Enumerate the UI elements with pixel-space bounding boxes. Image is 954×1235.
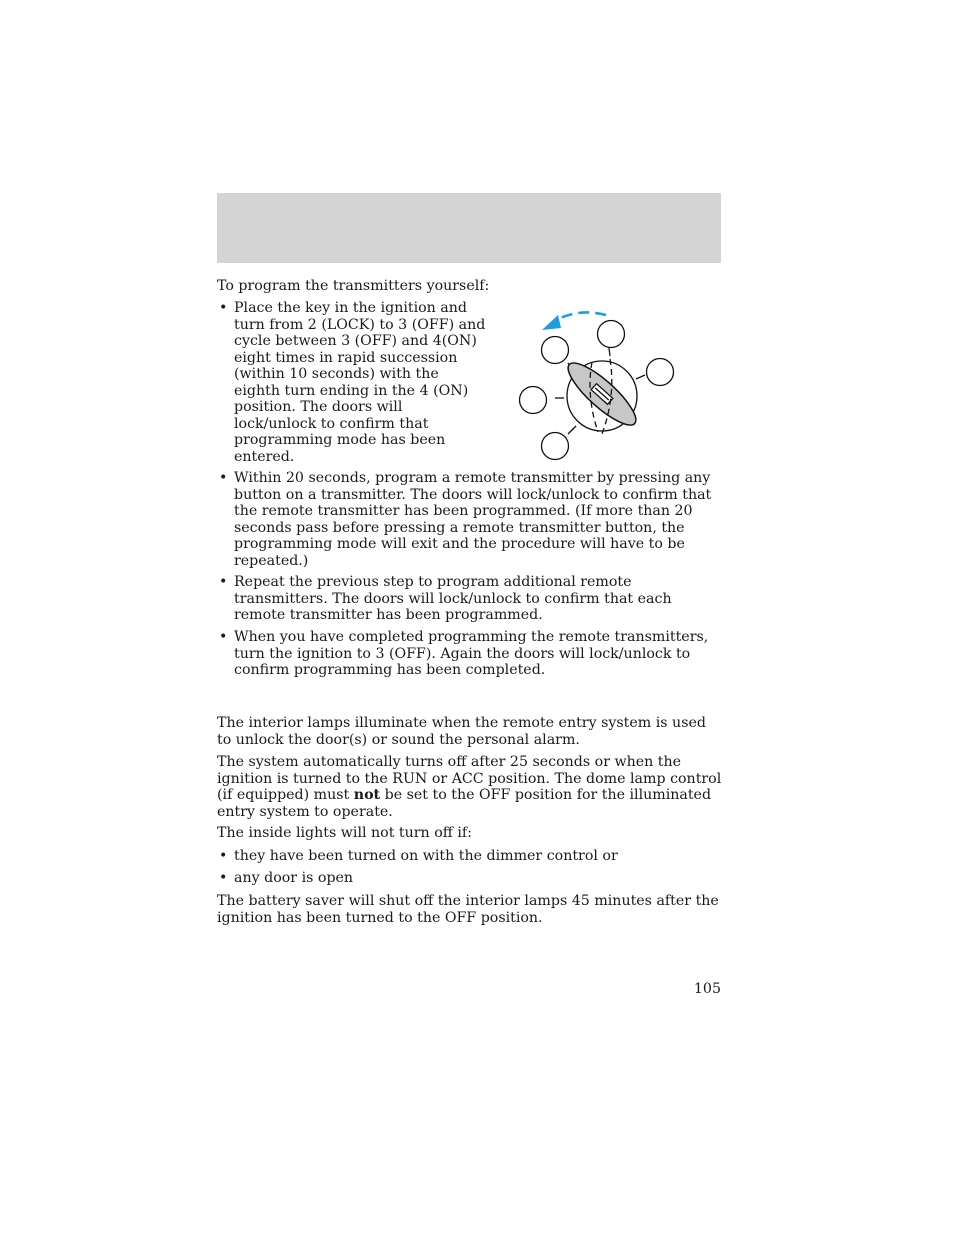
bullet-item-2 — [217, 470, 722, 569]
bullet-dot: • — [219, 470, 228, 486]
ignition-diagram — [512, 304, 682, 464]
bullet-lights-2-text: any door is open — [234, 870, 354, 886]
rotation-arrow — [556, 312, 606, 320]
position-circle-5 — [542, 433, 569, 460]
bullet-dot: • — [219, 300, 228, 316]
paragraph-auto-off-part2: be set to the OFF position for the illuminated entry system to operate. — [217, 787, 712, 820]
intro-text: To program the transmitters yourself: — [217, 278, 490, 294]
position-circle-1 — [598, 321, 625, 348]
position-circle-2 — [542, 337, 569, 364]
paragraph-inside-lights: The inside lights will not turn off if: — [217, 825, 472, 841]
bullet-item-3-text: Repeat the previous step to program additional remote transmitters. The doors will lock/unlock to confirm that each remote transmitter has been programmed. — [234, 574, 672, 623]
paragraph-battery-saver: The battery saver will shut off the interior lamps 45 minutes after the ignition has been turned to the OFF position. — [217, 893, 719, 926]
bullet-dot: • — [219, 629, 228, 645]
bullet-item-1-text: Place the key in the ignition and turn from 2 (LOCK) to 3 (OFF) and cycle between 3 (OFF) and 4(ON) eight times in rapid succession (within 10 seconds) with the eighth turn ending in the 4 (ON) position. The doors will lock/unlock to confirm that programming mode has been entered. — [234, 300, 486, 465]
bullet-item-3 — [217, 574, 722, 624]
bullet-item-4-text: When you have completed programming the remote transmitters, turn the ignition to 3 (OFF). Again the doors will lock/unlock to confirm programming has been completed. — [234, 629, 709, 678]
bullet-dot: • — [219, 848, 228, 864]
position-circle-3 — [520, 387, 547, 414]
bullet-lights-2 — [217, 870, 722, 887]
paragraph-illuminated-entry: The interior lamps illuminate when the remote entry system is used to unlock the door(s) or sound the personal alarm. — [217, 715, 706, 748]
section-header-band — [217, 193, 721, 263]
bullet-lights-1-text: they have been turned on with the dimmer control or — [234, 848, 618, 864]
bullet-item-4 — [217, 629, 722, 679]
bullet-lights-1 — [217, 848, 722, 865]
position-circle-4 — [647, 359, 674, 386]
bullet-item-2-text: Within 20 seconds, program a remote transmitter by pressing any button on a transmitter. The doors will lock/unlock to confirm that the remote transmitter has been programmed. (If more than 20 seconds pass before pressing a remote transmitter button, the programming mode will exit and the procedure will have to be repeated.) — [234, 470, 712, 569]
rotation-arrow-head — [542, 315, 561, 330]
paragraph-auto-off — [217, 754, 722, 820]
bullet-dot: • — [219, 870, 228, 886]
page-number: 105 — [693, 981, 721, 997]
bullet-item-1 — [217, 300, 487, 465]
paragraph-auto-off-bold: not — [353, 787, 381, 803]
paragraph-auto-off-part1: The system automatically turns off after 25 seconds or when the ignition is turned to the RUN or ACC position. The dome lamp control (if equipped) must — [217, 754, 722, 803]
bullet-dot: • — [219, 574, 228, 590]
